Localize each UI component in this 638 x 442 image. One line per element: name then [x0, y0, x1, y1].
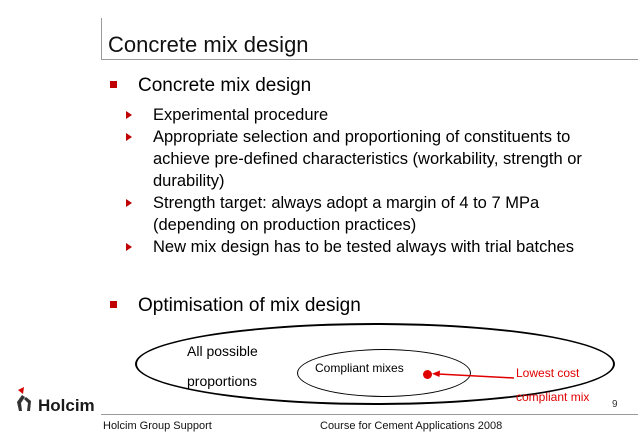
- slide-title: Concrete mix design: [108, 32, 309, 57]
- list-item-text: Strength target: always adopt a margin of 4 to 7 MPa (depending on production practices): [153, 194, 540, 234]
- section-heading-text: Optimisation of mix design: [138, 295, 361, 316]
- triangle-bullet-icon: [126, 199, 132, 207]
- holcim-logo: [14, 386, 96, 422]
- triangle-bullet-icon: [126, 111, 132, 119]
- callout-label-line1: Lowest cost: [516, 366, 580, 380]
- triangle-bullet-icon: [126, 133, 132, 141]
- list-item-text: New mix design has to be tested always with trial batches: [153, 238, 574, 256]
- holcim-logo-icon: [14, 386, 34, 412]
- callout-label-line2: compliant mix: [516, 390, 590, 404]
- page-number: 9: [612, 399, 618, 410]
- square-bullet-icon: [110, 81, 117, 88]
- outer-ellipse-label-line2: proportions: [187, 373, 258, 389]
- square-bullet-icon: [110, 301, 117, 308]
- footer-right-text: Course for Cement Applications 2008: [320, 420, 503, 432]
- list-item-text: Appropriate selection and proportioning of constituents to achieve pre-defined characteristics (workability, strength or durability): [153, 128, 582, 190]
- footer-left-text: Holcim Group Support: [103, 420, 212, 432]
- inner-ellipse-label: Compliant mixes: [315, 361, 404, 375]
- section-heading-text: Concrete mix design: [138, 75, 312, 96]
- footer-rule: [101, 414, 638, 415]
- logo-wordmark: Holcim: [38, 396, 95, 415]
- list-item-text: Experimental procedure: [153, 106, 329, 124]
- title-rule: [101, 18, 102, 60]
- outer-ellipse-label-line1: All possible: [187, 343, 258, 359]
- title-underline: [101, 59, 638, 60]
- callout-arrow-icon: [430, 366, 520, 380]
- triangle-bullet-icon: [126, 243, 132, 251]
